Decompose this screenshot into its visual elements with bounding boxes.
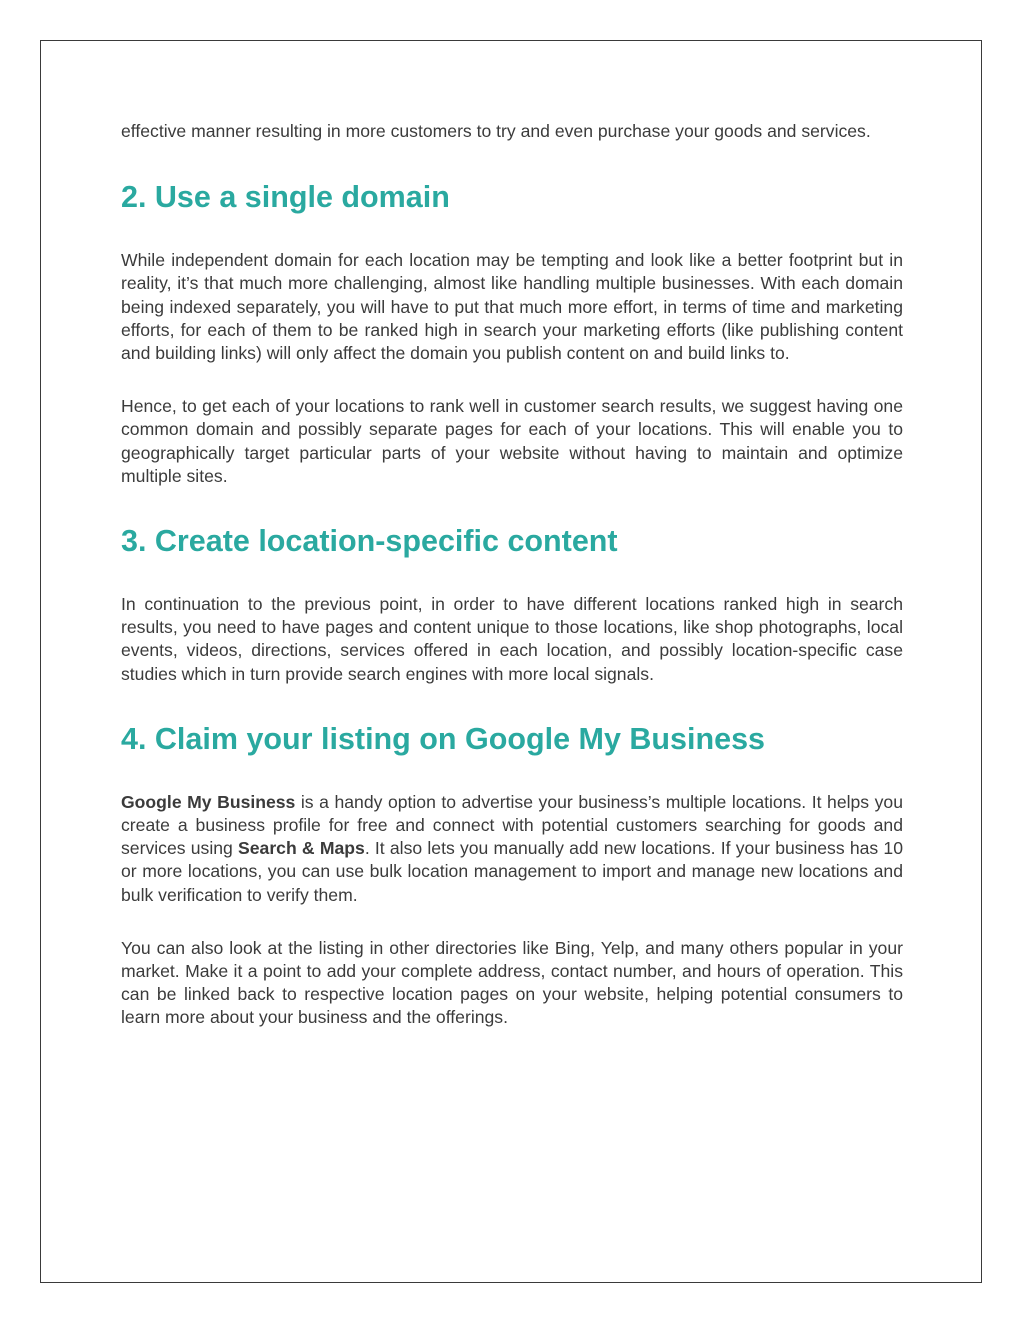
- section-3-heading: 3. Create location-specific content: [121, 524, 618, 559]
- section-3-paragraph-1: In continuation to the previous point, in order to have different locations ranked high in search results, you need to have pages and content unique to those locations, like shop photographs, local events, videos, directions, services offered in each location, and possibly location-specific case studies which in turn provide search engines with more local signals.: [121, 594, 903, 684]
- document-body: [121, 120, 903, 1030]
- gmb-text-2: . It also lets you manually add new locations. If your business has 10 or more locations, you can use bulk location management to import and manage new locations and bulk verification to verify them.: [121, 838, 903, 905]
- google-my-business-bold: Google My Business: [121, 791, 296, 812]
- gmb-text-1: is a handy option to advertise your business’s multiple locations. It helps you create a business profile for free and connect with potential customers searching for goods and services using: [121, 791, 903, 859]
- section-2-paragraph-1: While independent domain for each location may be tempting and look like a better footprint but in reality, it’s that much more challenging, almost like handling multiple businesses. With each domain being indexed separately, you will have to put that much more effort, in terms of time and marketing efforts, for each of them to be ranked high in search your marketing efforts (like publishing content and building links) will only affect the domain you publish content on and build links to.: [121, 250, 903, 364]
- section-4-heading: 4. Claim your listing on Google My Business: [121, 721, 765, 756]
- search-maps-bold: Search & Maps: [238, 838, 365, 859]
- section-4-paragraph-2: You can also look at the listing in other directories like Bing, Yelp, and many others popular in your market. Make it a point to add your complete address, contact number, and hours of operation. This can be linked back to respective location pages on your website, helping potential consumers to learn more about your business and the offerings.: [121, 937, 903, 1028]
- section-2-heading: 2. Use a single domain: [121, 180, 450, 215]
- intro-paragraph: effective manner resulting in more customers to try and even purchase your goods and services.: [121, 121, 871, 141]
- section-4-paragraph-1: [121, 791, 903, 907]
- section-2-paragraph-2: Hence, to get each of your locations to rank well in customer search results, we suggest having one common domain and possibly separate pages for each of your locations. This will enable you to geographically target particular parts of your website without having to maintain and optimize multiple sites.: [121, 396, 903, 486]
